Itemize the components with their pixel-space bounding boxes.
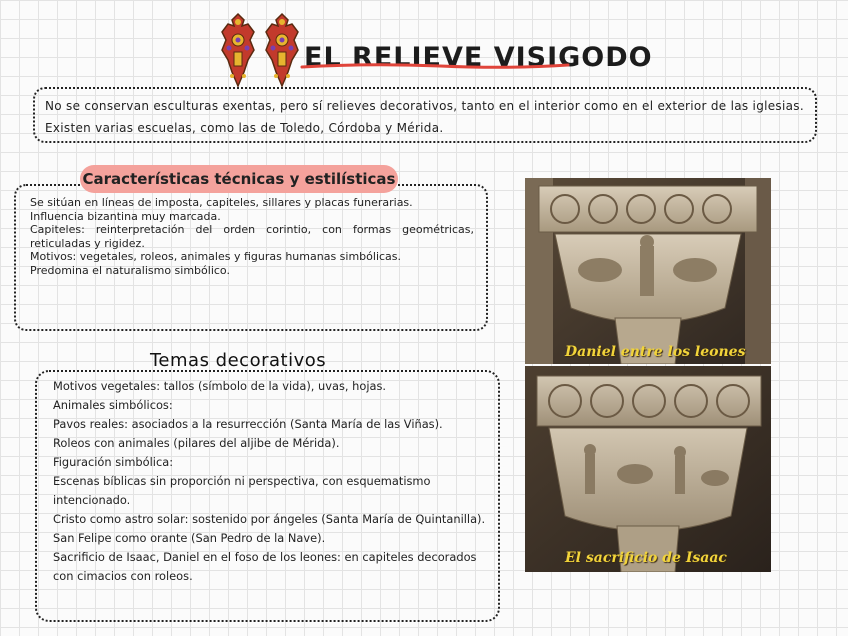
eagle-fibula-icon (218, 10, 258, 90)
temas-heading: Temas decorativos (150, 350, 327, 371)
photo-caption: Daniel entre los leones (565, 344, 746, 360)
list-item: Pavos reales: asociados a la resurrección (Santa María de las Viñas). (53, 417, 443, 431)
list-item: Predomina el naturalismo simbólico. (30, 263, 230, 277)
list-item: Escenas bíblicas sin proporción ni perspectiva, con esquematismo intencionado. (53, 474, 431, 507)
list-item: Motivos: vegetales, roleos, animales y figuras humanas simbólicas. (30, 250, 402, 263)
list-item: Influencia bizantina muy marcada. (30, 209, 221, 223)
intro-box (33, 87, 817, 143)
list-item: Motivos vegetales: tallos (símbolo de la vida), uvas, hojas. (53, 379, 387, 393)
list-item: Animales simbólicos: (53, 398, 173, 412)
title-underline (300, 62, 570, 70)
page-title: EL RELIEVE VISIGODO (304, 42, 653, 73)
list-item: Figuración simbólica: (53, 455, 174, 469)
capital-photo-isaac (525, 366, 771, 572)
list-item: Sacrificio de Isaac, Daniel en el foso de los leones: en capiteles decorados con cimacios con roleos. (53, 550, 477, 583)
title-decoration (218, 10, 653, 90)
list-item: Capiteles: reinterpretación del orden corintio, con formas geométricas, reticuladas y rigidez. (30, 223, 474, 250)
list-item: Cristo como astro solar: sostenido por ángeles (Santa María de Quintanilla). (53, 512, 486, 526)
caracteristicas-heading: Características técnicas y estilísticas (80, 165, 398, 193)
list-item: Roleos con animales (pilares del aljibe de Mérida). (53, 436, 340, 450)
temas-box (35, 370, 500, 622)
capital-photo-daniel (525, 178, 771, 364)
list-item: San Felipe como orante (San Pedro de la Nave). (53, 531, 326, 545)
caracteristicas-box (14, 184, 488, 331)
intro-text: No se conservan esculturas exentas, pero sí relieves decorativos, tanto en el interior como en el exterior de las iglesias. Existen varias escuelas, como las de Toledo, Córdoba y Mérida. (45, 99, 804, 135)
eagle-fibula-icon (262, 10, 302, 90)
list-item: Se sitúan en líneas de imposta, capiteles, sillares y placas funerarias. (30, 196, 413, 209)
photo-caption: El sacrificio de Isaac (565, 550, 727, 566)
